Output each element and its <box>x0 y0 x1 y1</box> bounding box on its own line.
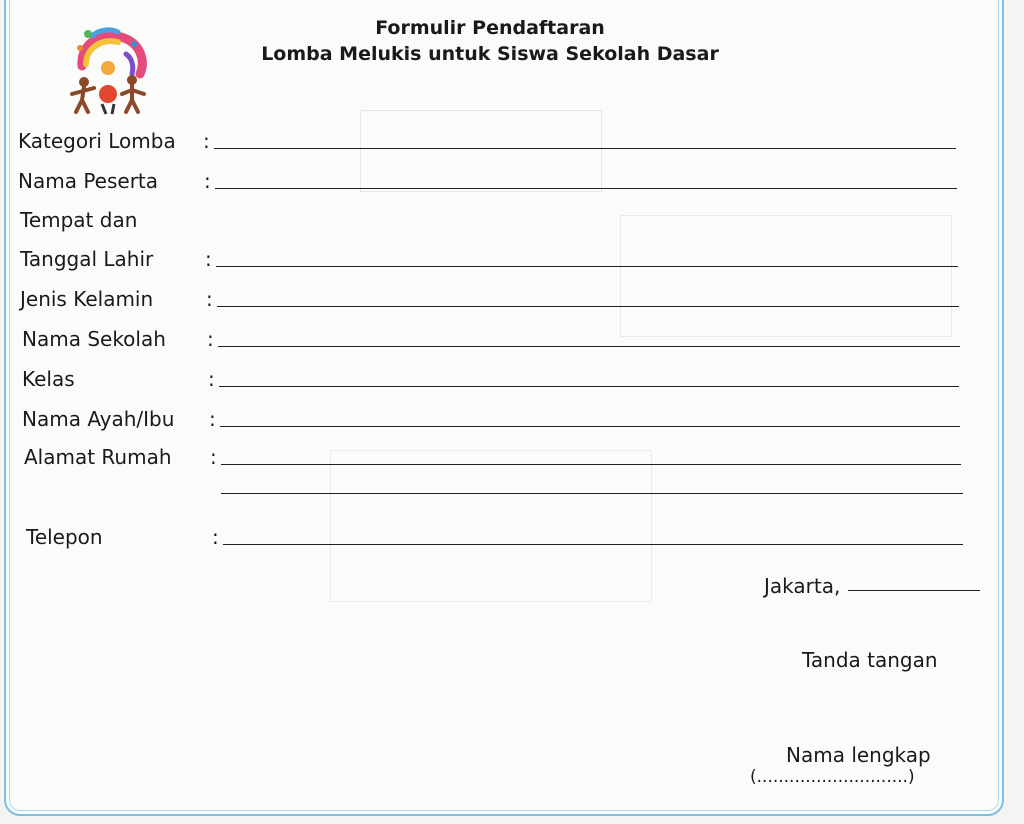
field-colon: : <box>204 169 211 193</box>
form-row <box>22 404 982 434</box>
field-label: Nama Peserta <box>18 169 159 193</box>
field-colon: : <box>206 287 213 311</box>
field-input-line[interactable] <box>220 426 960 427</box>
field-colon: : <box>205 247 212 271</box>
field-label: Tanggal Lahir <box>20 247 154 271</box>
address-line-2[interactable] <box>221 493 963 494</box>
form-subtitle: Lomba Melukis untuk Siswa Sekolah Dasar <box>261 43 719 65</box>
field-colon: : <box>209 407 216 431</box>
field-label: Nama Ayah/Ibu <box>22 407 175 431</box>
field-label: Tempat dan <box>20 208 138 232</box>
form-title: Formulir Pendaftaran <box>375 17 605 39</box>
form-row <box>22 324 982 354</box>
form-row <box>26 522 986 552</box>
form-row <box>18 126 978 156</box>
field-input-line[interactable] <box>214 148 956 149</box>
form-row <box>20 284 980 314</box>
field-input-line[interactable] <box>219 386 959 387</box>
field-input-line[interactable] <box>217 306 959 307</box>
field-colon: : <box>203 129 210 153</box>
field-colon: : <box>210 445 217 469</box>
full-name-label: Nama lengkap <box>786 743 931 767</box>
children-painting-logo-icon <box>62 24 154 116</box>
field-input-line[interactable] <box>215 188 957 189</box>
signature-label: Tanda tangan <box>802 648 938 672</box>
place-label: Jakarta, <box>764 574 841 598</box>
form-row <box>24 442 984 472</box>
form-row <box>20 205 980 235</box>
field-label: Kategori Lomba <box>18 129 176 153</box>
field-label: Telepon <box>26 525 103 549</box>
form-row <box>22 364 982 394</box>
field-input-line[interactable] <box>223 544 963 545</box>
date-line[interactable] <box>848 590 980 591</box>
field-label: Alamat Rumah <box>24 445 172 469</box>
field-label: Jenis Kelamin <box>20 287 154 311</box>
field-input-line[interactable] <box>216 266 958 267</box>
full-name-blank[interactable]: (............................) <box>750 767 915 787</box>
field-colon: : <box>208 367 215 391</box>
field-colon: : <box>212 525 219 549</box>
field-label: Nama Sekolah <box>22 327 166 351</box>
form-row <box>20 244 980 274</box>
field-colon: : <box>207 327 214 351</box>
field-input-line[interactable] <box>221 464 961 465</box>
field-label: Kelas <box>22 367 75 391</box>
form-row <box>18 166 978 196</box>
field-input-line[interactable] <box>218 346 960 347</box>
